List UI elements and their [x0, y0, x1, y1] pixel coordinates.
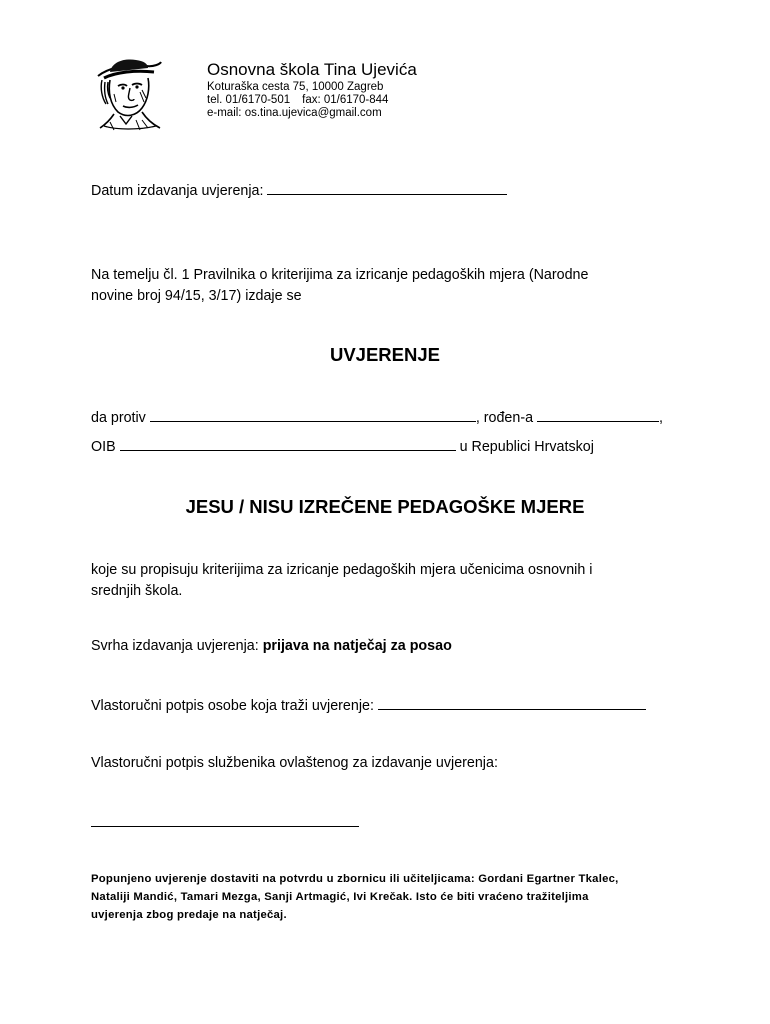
intro-paragraph [91, 265, 588, 307]
issue-date-label: Datum izdavanja uvjerenja: [91, 183, 264, 199]
description-line-2: srednjih škola. [91, 583, 183, 599]
oib-suffix: u Republici Hrvatskoj [459, 439, 594, 455]
verdict-title: JESU / NISU IZREČENE PEDAGOŠKE MJERE [185, 496, 585, 517]
school-contact-numbers [207, 94, 388, 107]
footer-line-1: Popunjeno uvjerenje dostaviti na potvrdu u zbornicu ili učiteljicama: Gordani Egartner Tkalec, [91, 873, 619, 885]
school-email: e-mail: os.tina.ujevica@gmail.com [207, 107, 382, 119]
official-signature-field[interactable] [91, 826, 359, 827]
student-name-field[interactable] [150, 407, 476, 422]
protiv-label: da protiv [91, 410, 146, 426]
description-paragraph [91, 560, 592, 602]
applicant-signature-field[interactable] [378, 695, 646, 710]
footer-note [91, 870, 619, 924]
purpose-row [91, 636, 452, 657]
document-title: UVJERENJE [329, 344, 440, 365]
school-fax: fax: 01/6170-844 [302, 94, 389, 106]
purpose-value: prijava na natječaj za posao [262, 638, 452, 654]
oib-label: OIB [91, 439, 116, 455]
school-address: Koturaška cesta 75, 10000 Zagreb [207, 81, 384, 93]
issue-date-row [91, 180, 507, 202]
description-line-1: koje su propisuju kriterijima za izricanje pedagoških mjera učenicima osnovnih i [91, 562, 593, 578]
official-signature-label: Vlastoručni potpis službenika ovlaštenog za izdavanje uvjerenja: [91, 755, 498, 771]
school-phone: tel. 01/6170-501 [207, 94, 291, 106]
issue-date-field[interactable] [267, 180, 507, 195]
school-name: Osnovna škola Tina Ujevića [207, 60, 417, 79]
intro-line-2: novine broj 94/15, 3/17) izdaje se [91, 288, 302, 304]
born-label: , rođen-a [475, 410, 534, 426]
applicant-signature-label: Vlastoručni potpis osobe koja traži uvjerenje: [91, 698, 374, 714]
row-comma: , [659, 410, 664, 426]
student-name-row [91, 407, 663, 429]
footer-line-2: Nataliji Mandić, Tamari Mezga, Sanji Artmagić, Ivi Krečak. Isto će biti vraćeno tražiteljima [91, 891, 589, 903]
intro-line-1: Na temelju čl. 1 Pravilnika o kriterijima za izricanje pedagoških mjera (Narodne [91, 267, 589, 283]
birth-date-field[interactable] [537, 407, 659, 422]
purpose-label: Svrha izdavanja uvjerenja: [91, 638, 259, 654]
oib-row [91, 436, 594, 458]
applicant-signature-row [91, 695, 646, 717]
portrait-sketch-icon [96, 58, 162, 132]
footer-line-3: uvjerenja zbog predaje na natječaj. [91, 909, 287, 921]
oib-field[interactable] [120, 436, 456, 451]
